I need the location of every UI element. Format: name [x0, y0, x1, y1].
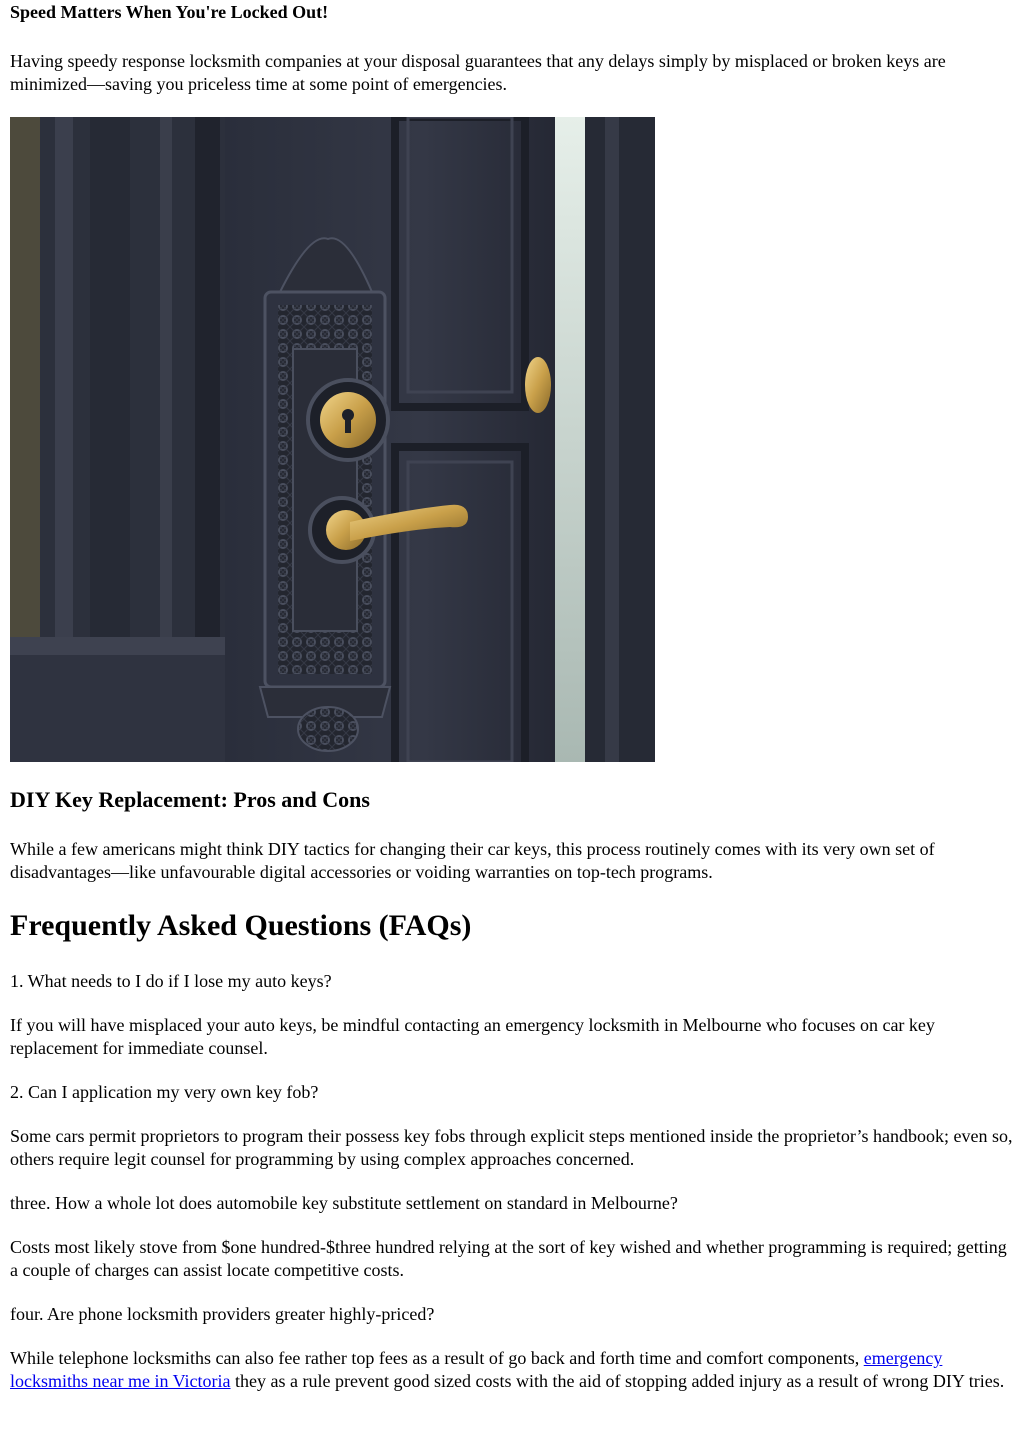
paragraph-speed: Having speedy response locksmith companies at your disposal guarantees that any delays simply by misplaced or broken keys are minimized—saving you priceless time at some point of emergencies. [10, 51, 946, 94]
faq-answer-3: Costs most likely stove from $one hundred-$three hundred relying at the sort of key wished and whether programming is required; getting a couple of charges can assist locate competitive costs. [10, 1237, 1007, 1280]
section-heading-speed: Speed Matters When You're Locked Out! [10, 2, 329, 22]
faq-heading: Frequently Asked Questions (FAQs) [10, 909, 472, 942]
door-lock-image [10, 117, 655, 762]
faq-answer-4-start: While telephone locksmiths can also fee rather top fees as a result of go back and forth time and comfort components, [10, 1348, 864, 1368]
section-heading-diy: DIY Key Replacement: Pros and Cons [10, 787, 370, 812]
faq-question-1: 1. What needs to I do if I lose my auto keys? [10, 971, 332, 991]
faq-question-3: three. How a whole lot does automobile key substitute settlement on standard in Melbourne? [10, 1193, 678, 1213]
faq-answer-4 [10, 1347, 1014, 1393]
faq-question-4: four. Are phone locksmith providers greater highly-priced? [10, 1304, 435, 1324]
faq-question-2: 2. Can I application my very own key fob? [10, 1082, 319, 1102]
faq-answer-2: Some cars permit proprietors to program their possess key fobs through explicit steps mentioned inside the proprietor’s handbook; even so, others require legit counsel for programming by using complex approaches concerned. [10, 1126, 1013, 1169]
paragraph-diy: While a few americans might think DIY tactics for changing their car keys, this process routinely comes with its very own set of disadvantages—like unfavourable digital accessories or voiding warranties on top-tech programs. [10, 839, 935, 882]
faq-answer-4-end: they as a rule prevent good sized costs with the aid of stopping added injury as a result of wrong DIY tries. [230, 1371, 1005, 1391]
emergency-locksmiths-link[interactable]: emergency locksmiths near me in Victoria [10, 1348, 943, 1391]
faq-answer-1: If you will have misplaced your auto keys, be mindful contacting an emergency locksmith in Melbourne who focuses on car key replacement for immediate counsel. [10, 1015, 935, 1058]
